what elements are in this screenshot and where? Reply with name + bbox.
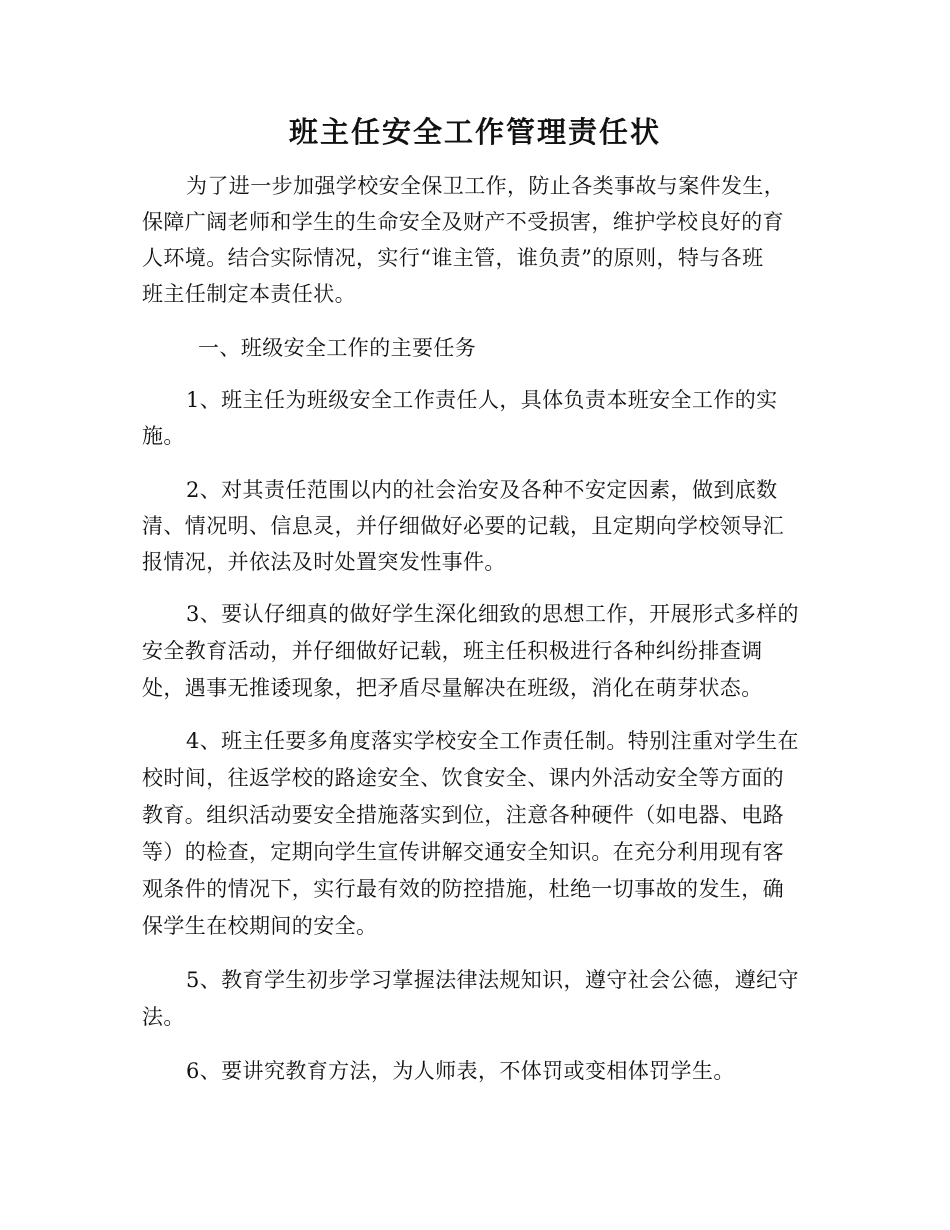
item-line: 处，遇事无推诿现象，把矛盾尽量解决在班级，消化在萌芽状态。 xyxy=(142,676,763,700)
intro-line: 保障广阔老师和学生的生命安全及财产不受损害，维护学校良好的育 xyxy=(142,210,784,234)
item-line: 1、班主任为班级安全工作责任人，具体负责本班安全工作的实 xyxy=(186,388,778,412)
item-line: 5、教育学生初步学习掌握法律法规知识，遵守社会公德，遵纪守 xyxy=(186,968,799,992)
item-line: 报情况，并依法及时处置突发性事件。 xyxy=(142,550,506,574)
intro-line: 人环境。结合实际情况，实行“谁主管，谁负责”的原则，特与各班 xyxy=(142,246,764,270)
item-line: 法。 xyxy=(142,1005,185,1029)
item-line: 3、要认仔细真的做好学生深化细致的思想工作，开展形式多样的 xyxy=(186,602,799,626)
item-line: 观条件的情况下，实行最有效的防控措施，杜绝一切事故的发生，确 xyxy=(142,877,784,901)
document-title: 班主任安全工作管理责任状 xyxy=(288,115,661,149)
intro-line: 为了进一步加强学校安全保卫工作，防止各类事故与案件发生， xyxy=(186,174,786,198)
item-line: 教育。组织活动要安全措施落实到位，注意各种硬件（如电器、电路 xyxy=(142,803,784,827)
item-line: 清、情况明、信息灵，并仔细做好必要的记载，且定期向学校领导汇 xyxy=(142,514,784,538)
item-line: 施。 xyxy=(142,424,185,448)
section-heading: 一、班级安全工作的主要任务 xyxy=(198,336,477,360)
intro-line: 班主任制定本责任状。 xyxy=(142,282,356,306)
item-line: 2、对其责任范围以内的社会治安及各种不安定因素，做到底数 xyxy=(186,478,778,502)
item-line: 校时间，往返学校的路途安全、饮食安全、课内外活动安全等方面的 xyxy=(142,766,784,790)
item-line: 4、班主任要多角度落实学校安全工作责任制。特别注重对学生在 xyxy=(186,729,799,753)
item-line: 等）的检查，定期向学生宣传讲解交通安全知识。在充分利用现有客 xyxy=(142,840,784,864)
item-line: 保学生在校期间的安全。 xyxy=(142,914,378,938)
item-line: 安全教育活动，并仔细做好记载，班主任积极进行各种纠纷排查调 xyxy=(142,639,763,663)
item-line: 6、要讲究教育方法，为人师表，不体罚或变相体罚学生。 xyxy=(186,1059,735,1083)
